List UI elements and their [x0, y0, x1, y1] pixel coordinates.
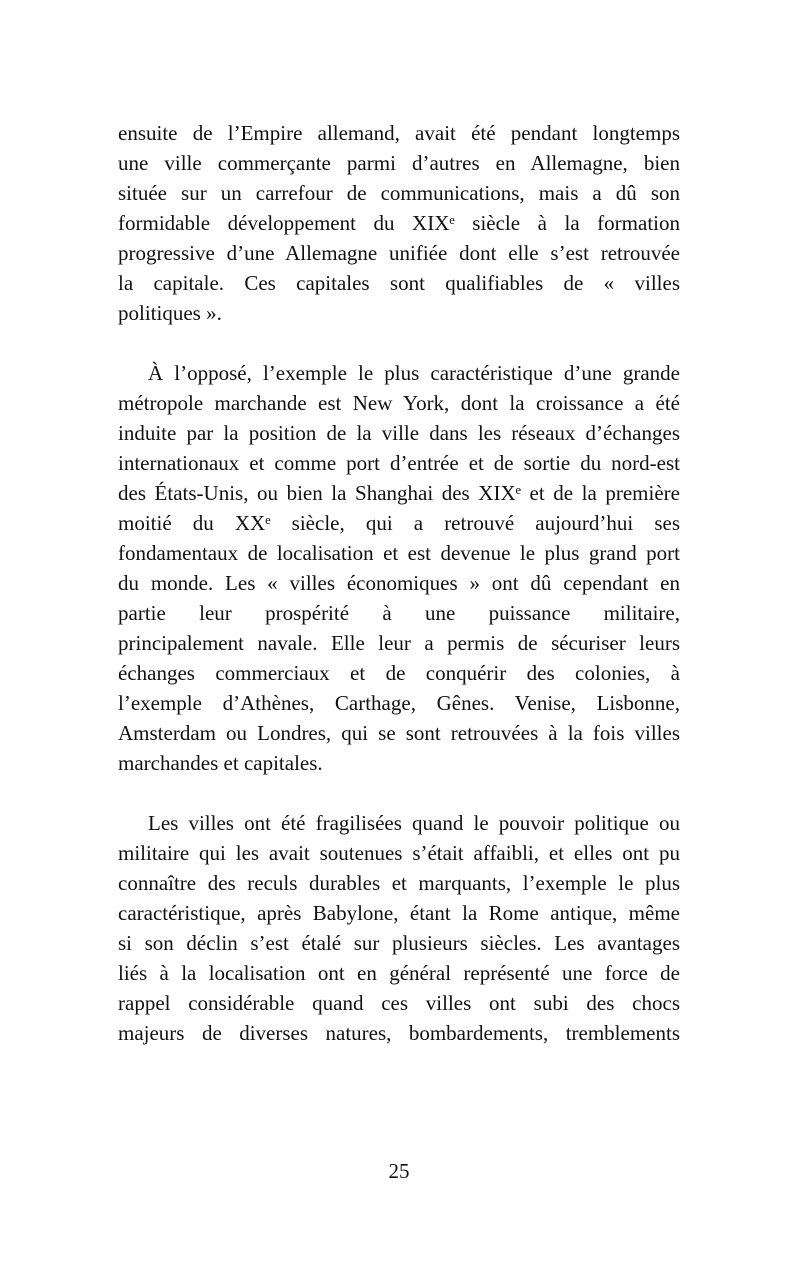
text-line: des États-Unis, ou bien la Shanghai des XIXᵉ et de la première [118, 481, 680, 505]
text-line: située sur un carrefour de communications, mais a dû son [118, 181, 680, 205]
text-line: échanges commerciaux et de conquérir des colonies, à [118, 661, 680, 685]
text-line: la capitale. Ces capitales sont qualifiables de « villes [118, 271, 680, 295]
page-number: 25 [388, 1159, 410, 1183]
text-line: rappel considérable quand ces villes ont subi des chocs [118, 991, 680, 1015]
text-line: l’exemple d’Athènes, Carthage, Gênes. Venise, Lisbonne, [118, 691, 680, 715]
text-line: induite par la position de la ville dans les réseaux d’échanges [118, 421, 680, 445]
text-line: connaître des reculs durables et marquants, l’exemple le plus [118, 871, 680, 895]
paragraph-1 [118, 118, 680, 328]
text-line: À l’opposé, l’exemple le plus caractéristique d’une grande [148, 361, 680, 385]
text-line: politiques ». [118, 301, 222, 325]
text-line: moitié du XXᵉ siècle, qui a retrouvé aujourd’hui ses [118, 511, 680, 535]
text-line: militaire qui les avait soutenues s’était affaibli, et elles ont pu [118, 841, 680, 865]
text-line: du monde. Les « villes économiques » ont dû cependant en [118, 571, 680, 595]
text-line: marchandes et capitales. [118, 751, 323, 775]
text-line: Amsterdam ou Londres, qui se sont retrouvées à la fois villes [118, 721, 680, 745]
text-line: métropole marchande est New York, dont la croissance a été [118, 391, 680, 415]
text-line: une ville commerçante parmi d’autres en Allemagne, bien [118, 151, 680, 175]
text-line: formidable développement du XIXᵉ siècle à la formation [118, 211, 680, 235]
text-line: principalement navale. Elle leur a permis de sécuriser leurs [118, 631, 680, 655]
paragraph-2 [118, 358, 680, 778]
text-line: majeurs de diverses natures, bombardements, tremblements [118, 1021, 680, 1045]
text-line: Les villes ont été fragilisées quand le pouvoir politique ou [148, 811, 680, 835]
text-line: si son déclin s’est étalé sur plusieurs siècles. Les avantages [118, 931, 680, 955]
paragraph-3 [118, 808, 680, 1048]
text-line: internationaux et comme port d’entrée et de sortie du nord-est [118, 451, 680, 475]
text-line: progressive d’une Allemagne unifiée dont elle s’est retrouvée [118, 241, 680, 265]
text-line: liés à la localisation ont en général représenté une force de [118, 961, 680, 985]
text-line: fondamentaux de localisation et est devenue le plus grand port [118, 541, 680, 565]
text-line: caractéristique, après Babylone, étant la Rome antique, même [118, 901, 680, 925]
text-line: partie leur prospérité à une puissance militaire, [118, 601, 680, 625]
text-line: ensuite de l’Empire allemand, avait été pendant longtemps [118, 121, 680, 145]
